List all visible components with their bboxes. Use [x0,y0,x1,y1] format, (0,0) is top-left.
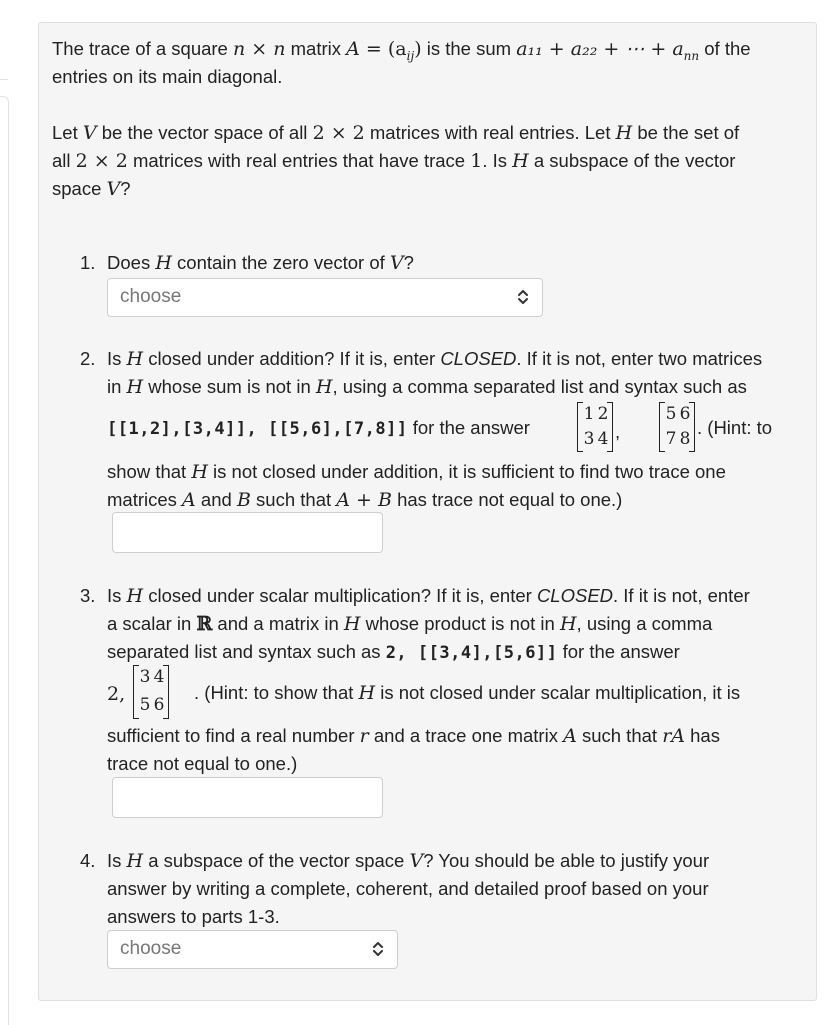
math-H: H [358,682,376,704]
math-n: n [273,38,286,60]
matrix-cell: 2 [597,404,609,424]
text: . (Hint: to show that [194,682,359,703]
matrix-cell: 5 [665,404,677,424]
text: , using a comma separated list and syntax such as [332,376,747,397]
math-sum: A + B [336,489,392,511]
text: , using a comma [576,613,713,634]
math-times: × [245,38,274,60]
text: and [195,489,237,510]
subscript: nn [683,48,700,63]
text: Is [107,585,127,606]
setup-line-1 [52,119,739,147]
q2-line-3 [107,414,530,443]
text: . Is [482,150,513,171]
text: and a trace one matrix [368,725,564,746]
q3-line-6: trace not equal to one.) [107,753,298,774]
math-aij [387,38,422,63]
question-number-1: 1. [80,252,96,273]
text: matrices [107,489,183,510]
updown-chevron-icon [371,939,385,959]
question-number-4: 4. [80,850,96,871]
matrix-cell: 5 [139,695,151,715]
text: be the set of [632,122,740,143]
math-V: V [82,122,97,144]
text: closed under scalar multiplication? If it is, enter [143,585,537,606]
math-V: V [389,252,404,274]
math-V: V [409,850,424,872]
text: such that [576,725,663,746]
math-eq: = [359,38,388,60]
text: is the sum [421,38,517,59]
q3-answer-input[interactable] [112,777,383,818]
math-scalar-example: 2, [107,683,126,705]
setup-line-2 [52,147,735,175]
setup-line-3 [52,175,131,203]
math-H: H [126,850,144,872]
select-value: choose [120,938,182,959]
math-H: H [126,585,144,607]
matrix-cell: 8 [679,429,691,449]
math-dim: 2 × 2 [312,122,365,144]
text: The trace of a square [52,38,233,59]
text: and a matrix in [212,613,344,634]
closed-keyword: CLOSED [440,348,517,369]
math-A: A [563,725,577,747]
syntax-example: 2, [[3,4],[5,6]] [385,643,558,663]
text: . If it is not, enter [613,585,750,606]
q2-line-4 [107,458,726,486]
math-rA: rA [662,725,685,747]
syntax-example: [[1,2],[3,4]], [[5,6],[7,8]] [107,419,408,439]
q3-line-1 [107,582,750,610]
math-reals: ℝ [196,613,213,635]
left-edge-divider [0,79,8,80]
math-V: V [106,178,121,200]
question-number-2: 2. [80,348,96,369]
example-matrix-3 [133,665,169,719]
math-one: 1 [470,150,483,172]
matrix-cell: 4 [153,667,165,687]
math-H: H [559,613,577,635]
math-H: H [512,150,529,172]
q2-line-1 [107,345,762,373]
math-H: H [615,122,633,144]
text: matrices with real entries. Let [364,122,616,143]
math-B: B [236,489,251,511]
subscript: ij [406,48,415,63]
math-A: A [182,489,196,511]
select-value: choose [120,286,182,307]
text: is not closed under scalar multiplication, it is [375,682,741,703]
q2-hint-start: . (Hint: to [697,417,773,438]
math-H: H [155,252,172,274]
matrix-cell: 7 [665,429,677,449]
q3-line-4 [194,679,740,707]
math-n: n [233,38,246,60]
text: show that [107,461,192,482]
text: ? You should be able to justify your [423,850,710,871]
text: contain the zero vector of [171,252,390,273]
text: of the [699,38,751,59]
text: sufficient to find a real number [107,725,360,746]
intro-line-2: entries on its main diagonal. [52,66,283,87]
text: (a [387,38,407,60]
q4-answer-select[interactable] [107,930,398,969]
text: . If it is not, enter two matrices [516,348,763,369]
text: matrices with real entries that have trace [127,150,471,171]
text: ? [120,178,131,199]
left-edge-panel [0,96,9,1025]
matrix-cell: 3 [139,667,151,687]
q2-line-2 [107,373,747,401]
text: has trace not equal to one.) [391,489,623,510]
math-H: H [126,376,144,398]
q1-answer-select[interactable] [107,278,543,317]
q1-text [107,249,414,277]
updown-chevron-icon [516,287,530,307]
matrix-cell: 6 [153,695,165,715]
text: space [52,178,107,199]
text: a₁₁ + a₂₂ + ⋯ + a [516,38,684,60]
text: for the answer [557,641,680,662]
q2-answer-input[interactable] [112,512,383,553]
matrix-cell: 3 [583,429,595,449]
matrix-cell: 4 [597,429,609,449]
math-H: H [343,613,361,635]
q4-line-3: answers to parts 1-3. [107,906,280,927]
q2-line-5 [107,486,622,514]
q4-line-2: answer by writing a complete, coherent, and detailed proof based on your [107,878,709,899]
matrix-cell: 6 [679,404,691,424]
q3-line-3 [107,638,680,667]
math-H: H [191,461,208,483]
question-number-3: 3. [80,585,96,606]
q4-line-1 [107,847,709,875]
text: whose product is not in [360,613,560,634]
text: whose sum is not in [143,376,316,397]
example-matrix-2 [659,402,695,452]
text: ) [414,38,422,60]
text: Is [107,348,127,369]
text: Let [52,122,83,143]
math-H: H [315,376,333,398]
text: be the vector space of all [96,122,313,143]
q3-line-2 [107,610,712,638]
math-dim: 2 × 2 [75,150,128,172]
text: a subspace of the vector space [143,850,410,871]
example-matrix-1 [577,402,613,452]
closed-keyword: CLOSED [536,585,614,606]
text: such that [250,489,337,510]
text: a scalar in [107,613,197,634]
text: a subspace of the vector [528,150,736,171]
text: has [685,725,720,746]
math-r: r [359,725,369,747]
q3-line-5 [107,722,720,750]
text: separated list and syntax such as [107,641,386,662]
math-H: H [126,348,144,370]
text: Is [107,850,127,871]
text: closed under addition? If it is, enter [143,348,441,369]
text: matrix [285,38,347,59]
text: is not closed under addition, it is sufficient to find two trace one [207,461,726,482]
text: for the answer [407,417,530,438]
text: in [107,376,127,397]
matrix-comma: , [615,421,621,442]
text: all [52,150,76,171]
text: Does [107,252,156,273]
text: ? [403,252,414,273]
math-A: A [346,38,360,60]
matrix-cell: 1 [583,404,595,424]
math-sum [516,38,700,63]
